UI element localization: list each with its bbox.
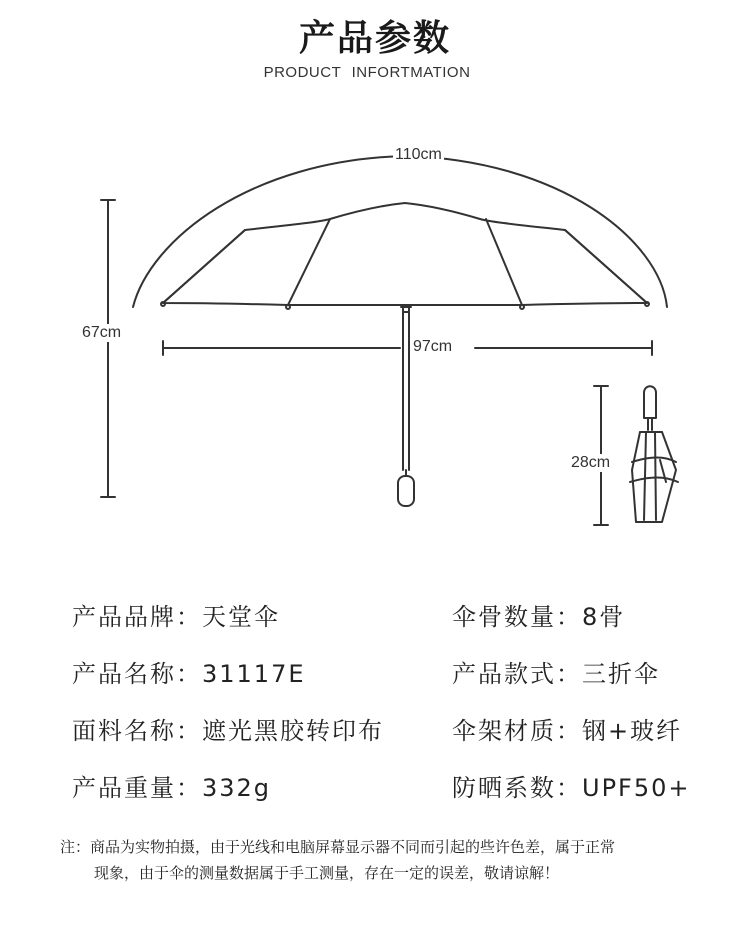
folded-umbrella-icon	[630, 386, 678, 522]
spec-brand	[72, 597, 280, 632]
spec-style-value: 三折伞	[582, 660, 660, 688]
spec-fabric-label: 面料名称：	[72, 717, 202, 745]
disclaimer-note	[60, 834, 700, 886]
spec-weight-value: 332g	[202, 774, 272, 802]
spec-weight-label: 产品重量：	[72, 774, 202, 802]
spec-brand-label: 产品品牌：	[72, 603, 202, 631]
spec-ribs-value: 8骨	[582, 603, 626, 631]
spec-frame-value: 钢+玻纤	[582, 717, 683, 745]
span-dim-line	[163, 341, 652, 355]
spec-style	[452, 654, 660, 689]
page-title: 产品参数	[298, 18, 451, 59]
spec-name-label: 产品名称：	[72, 660, 202, 688]
spec-upf	[452, 768, 691, 803]
height-label: 67cm	[82, 324, 122, 341]
canopy-ribs	[163, 230, 647, 303]
spec-name-value: 31117E	[202, 660, 306, 688]
umbrella-shaft	[401, 307, 411, 470]
canopy-outline	[163, 203, 647, 305]
spec-frame-label: 伞架材质：	[452, 717, 582, 745]
page-subtitle: PRODUCT INFORTMATION	[263, 64, 471, 81]
spec-weight	[72, 768, 271, 803]
spec-ribs-label: 伞骨数量：	[452, 603, 582, 631]
span-label: 97cm	[413, 338, 453, 355]
spec-frame	[452, 711, 682, 746]
note-line-2: 现象，由于伞的测量数据属于手工测量，存在一定的误差，敬请谅解！	[94, 864, 560, 882]
spec-brand-value: 天堂伞	[202, 603, 280, 631]
spec-ribs	[452, 597, 625, 632]
spec-name	[72, 654, 306, 689]
umbrella-handle	[398, 476, 414, 506]
spec-style-label: 产品款式：	[452, 660, 582, 688]
folded-length-label: 28cm	[571, 454, 611, 471]
arc-length-label: 110cm	[395, 146, 442, 163]
spec-upf-label: 防晒系数：	[452, 774, 582, 802]
note-line-1: 注：商品为实物拍摄，由于光线和电脑屏幕显示器不同而引起的些许色差，属于正常	[60, 838, 616, 856]
canopy-arc-line	[133, 156, 667, 307]
spec-fabric-value: 遮光黑胶转印布	[202, 717, 384, 745]
spec-fabric	[72, 711, 384, 746]
spec-upf-value: UPF50+	[582, 774, 691, 802]
height-dim-line	[101, 200, 115, 497]
